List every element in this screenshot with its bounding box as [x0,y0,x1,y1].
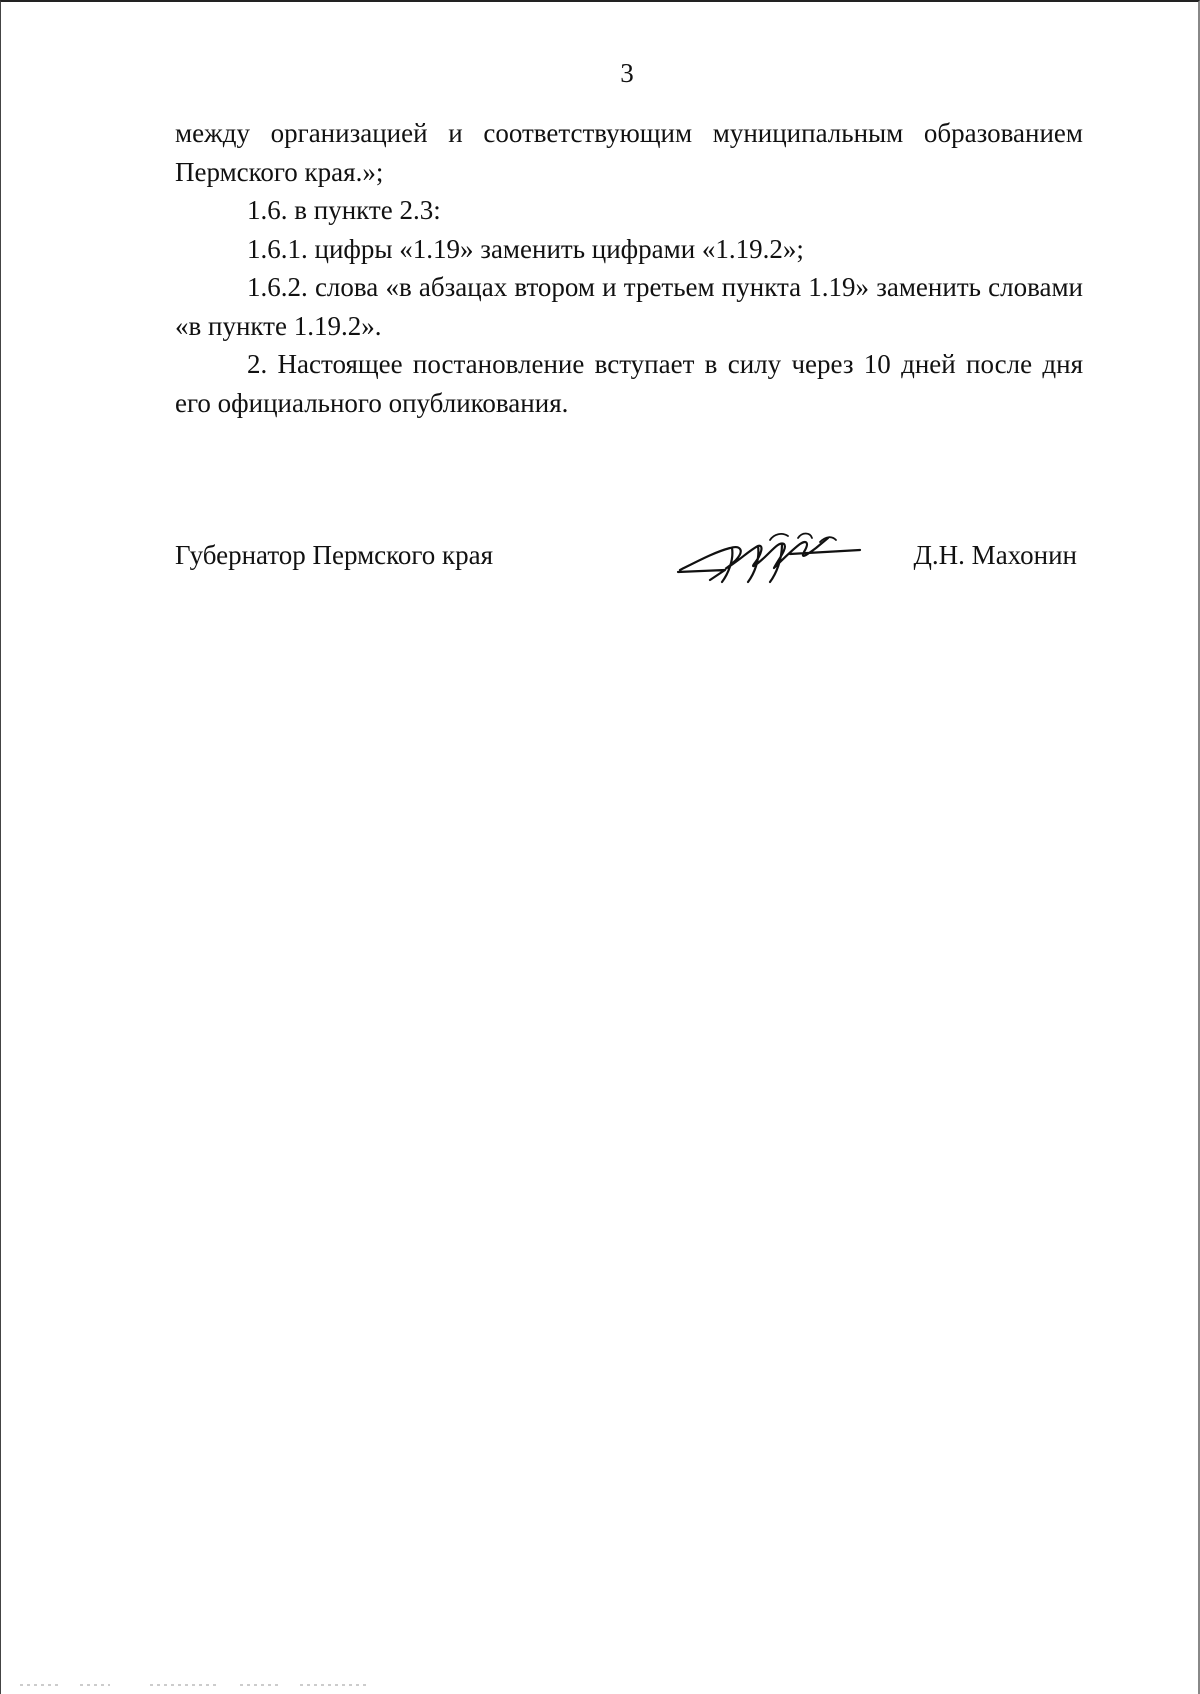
paragraph-item-1-6-2: 1.6.2. слова «в абзацах втором и третьем пункта 1.19» заменить словами «в пункте 1.19.2». [175,272,1083,341]
scan-artifact [20,1682,380,1688]
paragraph-continuation: между организацией и соответствующим муниципальным образованием Пермского края.»; [175,118,1083,187]
signatory-title: Губернатор Пермского края [175,540,494,570]
paragraph-item-1-6-1: 1.6.1. цифры «1.19» заменить цифрами «1.19.2»; [247,233,804,264]
paragraph-item-1-6: 1.6. в пункте 2.3: [247,195,441,225]
handwritten-signature [670,520,870,590]
document-body [175,114,1083,422]
paragraph-item-2: 2. Настоящее постановление вступает в силу через 10 дней после дня его официального опубликования. [175,349,1083,418]
page-number: 3 [620,58,634,88]
signatory-name: Д.Н. Махонин [913,540,1077,570]
signature-block [175,540,1083,600]
